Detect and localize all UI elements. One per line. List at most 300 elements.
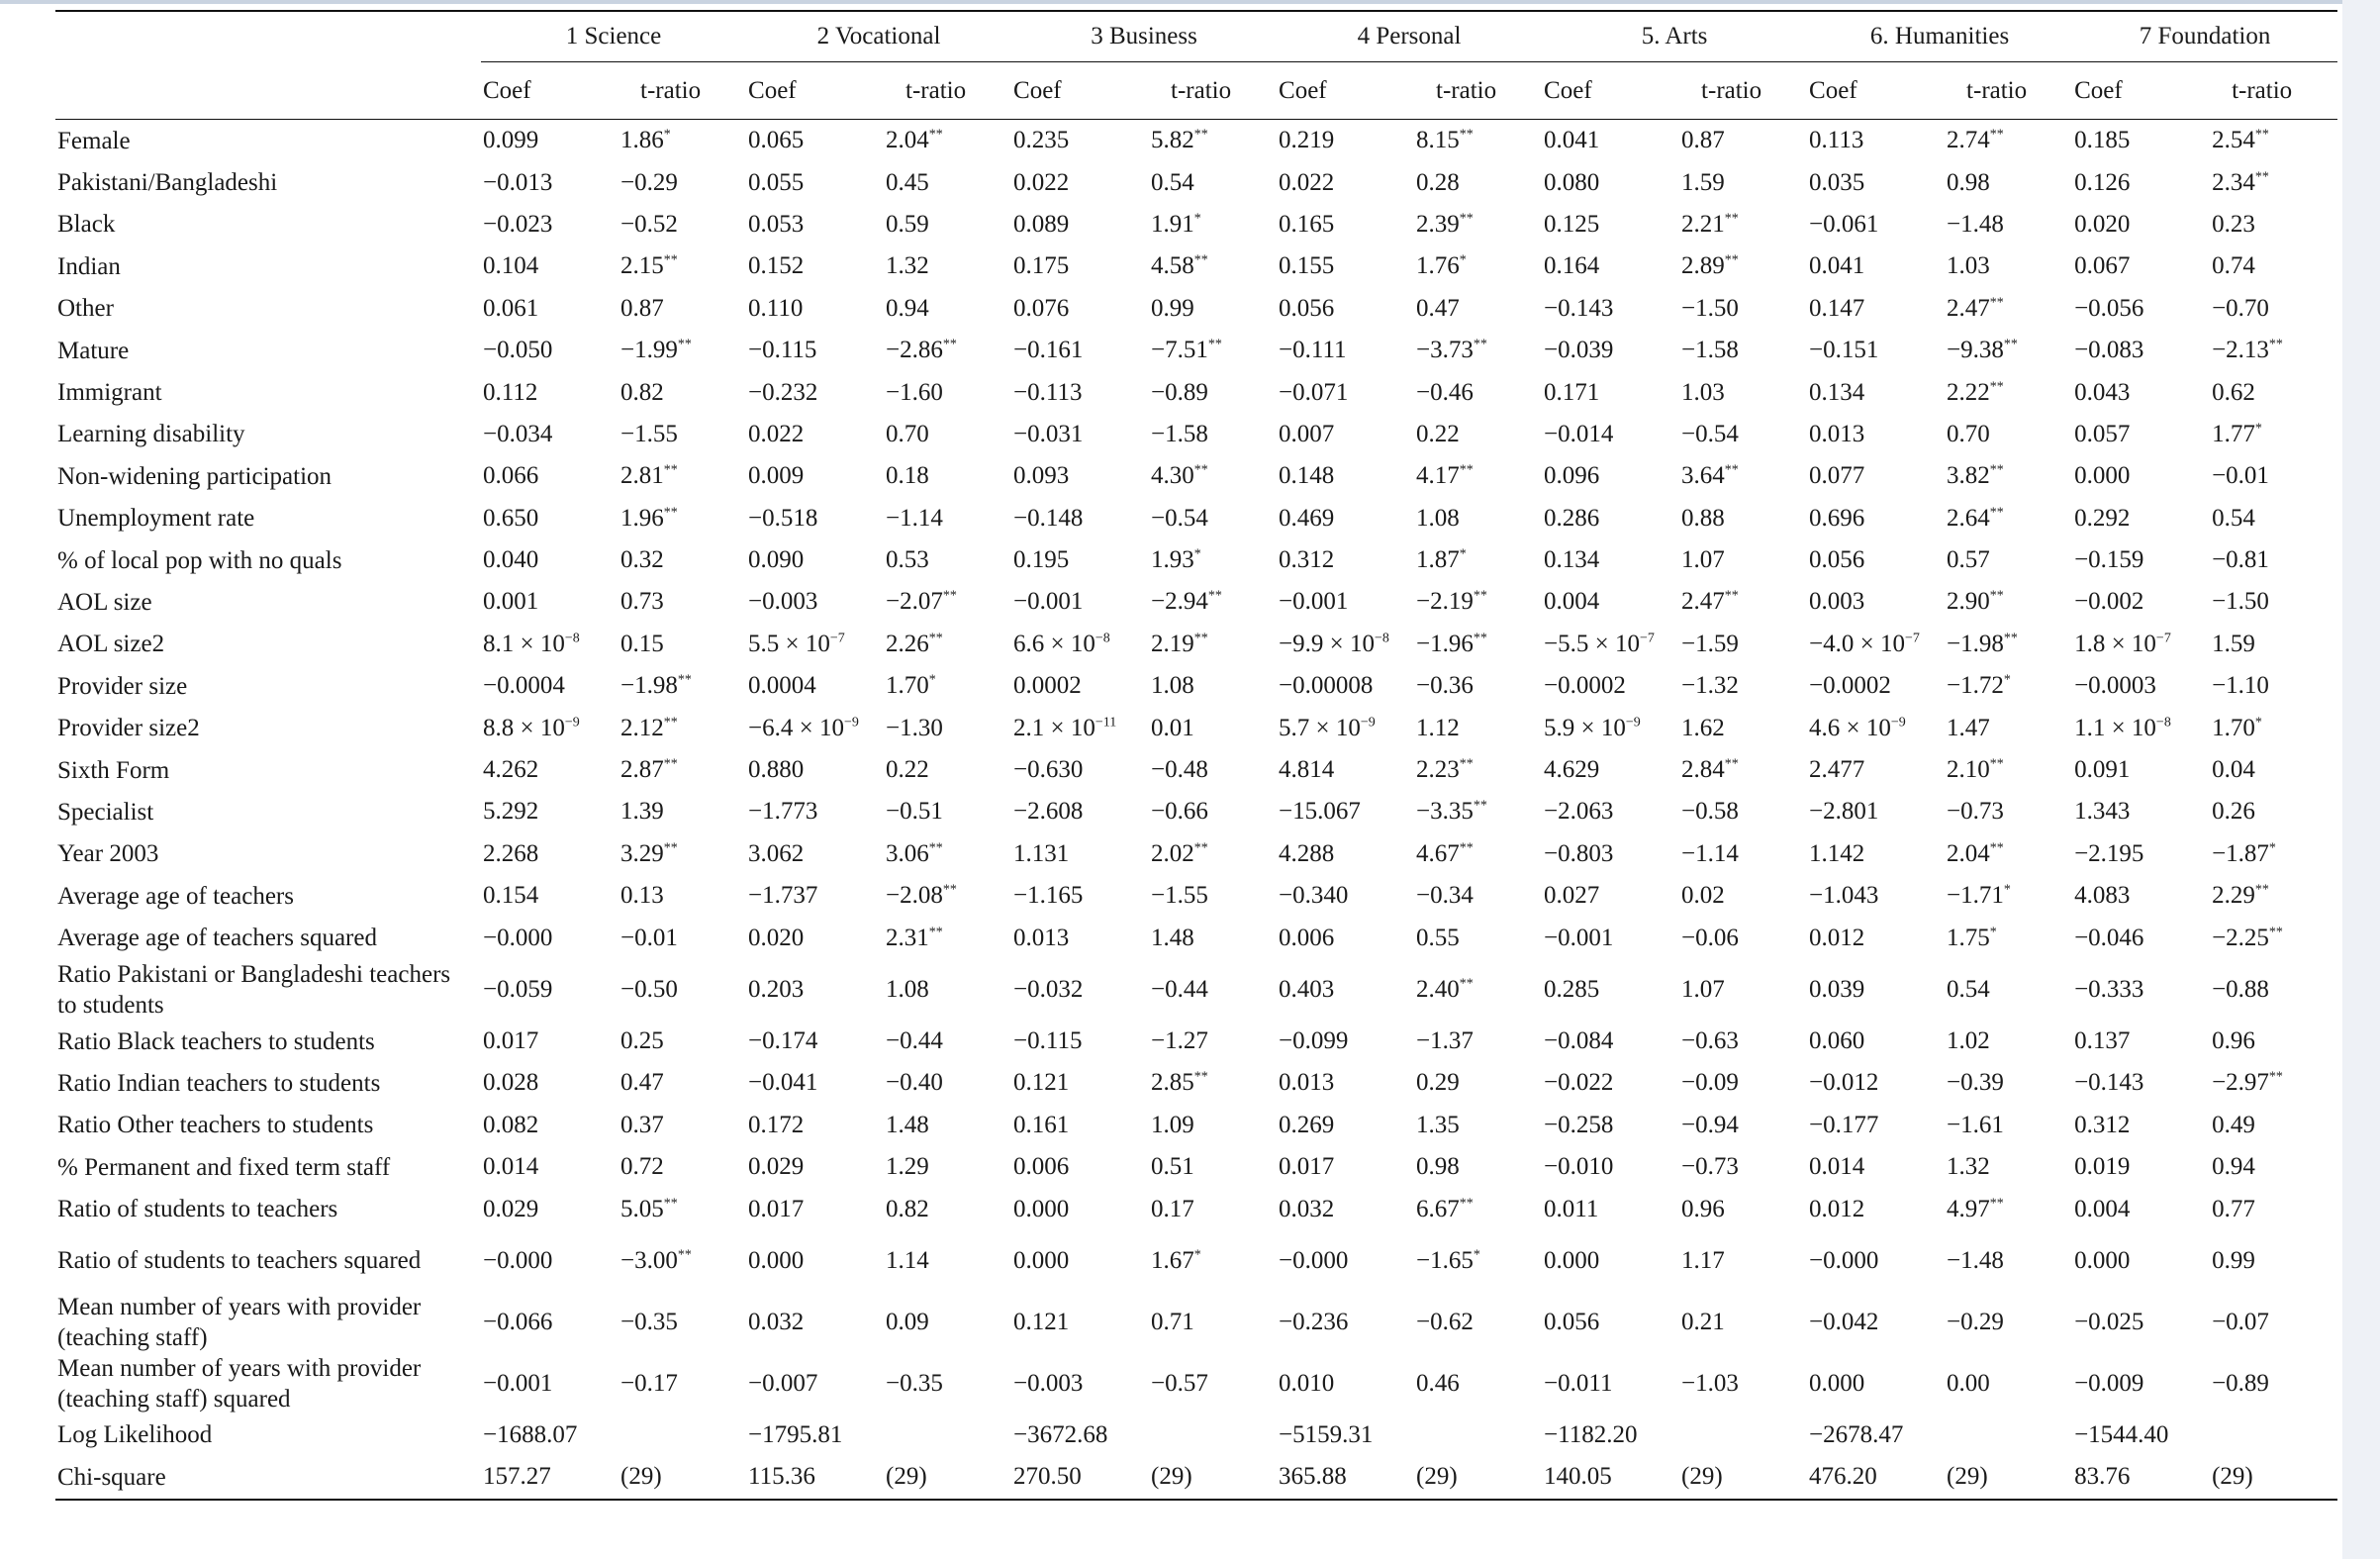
column-group-header: 2 Vocational xyxy=(746,11,1011,62)
regression-table xyxy=(55,10,2337,1501)
table-row xyxy=(55,330,2337,371)
t-ratio-cell xyxy=(1681,1414,1807,1456)
significance-marker: ** xyxy=(1724,462,1739,478)
table-row xyxy=(55,833,2337,875)
coef-cell: 0.007 xyxy=(1279,420,1335,447)
table-row xyxy=(55,455,2337,497)
coef-cell: 0.056 xyxy=(1809,546,1865,574)
table-row xyxy=(55,707,2337,748)
coef-cell: −0.000 xyxy=(1809,1246,1879,1274)
row-label: Specialist xyxy=(57,798,154,826)
table-row xyxy=(55,204,2337,245)
t-ratio-cell: 0.51 xyxy=(1151,1153,1194,1181)
coef-cell: $-4.0 \times 10^{-7}$ xyxy=(1809,630,1920,657)
t-ratio-cell: 3.82** xyxy=(1947,462,2004,490)
significance-marker: ** xyxy=(1473,799,1487,815)
coef-cell: −1795.81 xyxy=(748,1420,843,1448)
t-ratio-cell: 0.70 xyxy=(1947,420,1990,447)
coef-cell: 0.093 xyxy=(1013,462,1070,490)
coef-cell: 270.50 xyxy=(1011,1456,1151,1499)
t-ratio-cell: 0.21 xyxy=(1681,1308,1725,1335)
coef-cell: 0.171 xyxy=(1544,378,1600,406)
coef-cell: 0.014 xyxy=(483,1153,539,1181)
table-row xyxy=(55,371,2337,413)
t-ratio-cell: −0.73 xyxy=(1681,1153,1739,1181)
t-ratio-cell: 0.22 xyxy=(1416,420,1460,447)
t-ratio-cell: 0.82 xyxy=(620,378,664,406)
t-ratio-cell: 1.47 xyxy=(1947,714,1990,741)
coef-cell: $8.1 \times 10^{-8}$ xyxy=(483,630,580,657)
t-ratio-cell: −0.40 xyxy=(886,1069,943,1097)
coef-cell: 0.060 xyxy=(1809,1027,1865,1054)
coef-cell: $5.7 \times 10^{-9}$ xyxy=(1279,714,1376,741)
coef-cell: 0.006 xyxy=(1013,1153,1070,1181)
t-ratio-cell: 0.22 xyxy=(886,756,929,784)
t-ratio-cell: 4.30** xyxy=(1151,462,1208,490)
t-ratio-cell: 0.13 xyxy=(620,882,664,910)
t-ratio-header: t-ratio xyxy=(1416,62,1542,120)
t-ratio-header: t-ratio xyxy=(886,62,1011,120)
coef-cell: 4.629 xyxy=(1544,756,1600,784)
t-ratio-cell: 0.96 xyxy=(1681,1195,1725,1222)
coef-cell: −0.039 xyxy=(1544,337,1614,364)
t-ratio-cell: 0.04 xyxy=(2212,756,2255,784)
t-ratio-cell: −1.99** xyxy=(620,337,692,364)
coef-cell: 0.053 xyxy=(748,210,805,238)
coef-cell: −0.061 xyxy=(1809,210,1879,238)
t-ratio-cell: 1.07 xyxy=(1681,546,1725,574)
t-ratio-cell: 1.08 xyxy=(1151,672,1194,700)
t-ratio-cell: 4.17** xyxy=(1416,462,1474,490)
significance-marker: ** xyxy=(1193,253,1208,269)
row-label: Ratio Indian teachers to students xyxy=(57,1069,381,1097)
t-ratio-cell: 0.87 xyxy=(620,294,664,322)
row-label: Log Likelihood xyxy=(57,1421,213,1449)
t-ratio-cell: 0.47 xyxy=(620,1069,664,1097)
coef-cell: −0.041 xyxy=(748,1069,818,1097)
t-ratio-cell: 4.58** xyxy=(1151,252,1208,280)
t-ratio-cell: −0.35 xyxy=(886,1369,943,1397)
coef-cell: −0.0003 xyxy=(2074,672,2156,700)
t-ratio-cell: 2.21** xyxy=(1681,210,1739,238)
coef-cell: $1.1 \times 10^{-8}$ xyxy=(2074,714,2171,741)
significance-marker: * xyxy=(2268,840,2276,856)
table-row xyxy=(55,749,2337,791)
table-row xyxy=(55,1292,2337,1353)
coef-header: Coef xyxy=(481,62,620,120)
significance-marker: * xyxy=(1193,1247,1201,1263)
table-row xyxy=(55,120,2337,162)
exponent: −9 xyxy=(564,715,580,731)
t-ratio-cell: 5.05** xyxy=(620,1195,678,1222)
coef-cell: $2.1 \times 10^{-11}$ xyxy=(1013,714,1117,741)
coef-cell: 0.121 xyxy=(1013,1069,1070,1097)
t-ratio-cell: −0.48 xyxy=(1151,756,1208,784)
t-ratio-cell: 1.59 xyxy=(2212,630,2255,657)
coef-cell: 476.20 xyxy=(1807,1456,1947,1499)
table-row xyxy=(55,1105,2337,1146)
coef-cell: 0.000 xyxy=(748,1246,805,1274)
t-ratio-cell: 0.94 xyxy=(2212,1153,2255,1181)
t-ratio-cell: 2.64** xyxy=(1947,504,2004,532)
row-label: Female xyxy=(57,127,131,154)
significance-marker: ** xyxy=(663,840,678,856)
row-label: Learning disability xyxy=(57,421,245,448)
t-ratio-header: t-ratio xyxy=(1681,62,1807,120)
t-ratio-cell: 0.46 xyxy=(1416,1369,1460,1397)
t-ratio-cell: −0.89 xyxy=(2212,1369,2269,1397)
t-ratio-cell: (29) xyxy=(1416,1456,1542,1499)
coef-cell: 0.090 xyxy=(748,546,805,574)
coef-cell: −0.113 xyxy=(1013,378,1083,406)
t-ratio-cell: 1.87* xyxy=(1416,546,1467,574)
coef-cell: −0.518 xyxy=(748,504,818,532)
row-label: Other xyxy=(57,295,114,323)
significance-marker: ** xyxy=(1473,337,1487,352)
t-ratio-cell: 0.82 xyxy=(886,1195,929,1222)
t-ratio-cell: 0.15 xyxy=(620,630,664,657)
coef-cell: 0.040 xyxy=(483,546,539,574)
significance-marker: ** xyxy=(1193,840,1208,856)
coef-cell: −0.042 xyxy=(1809,1308,1879,1335)
t-ratio-cell: 1.29 xyxy=(886,1153,929,1181)
t-ratio-cell: (29) xyxy=(620,1456,746,1499)
coef-cell: 3.062 xyxy=(748,839,805,867)
t-ratio-cell: 2.02** xyxy=(1151,839,1208,867)
row-label: Ratio of students to teachers squared xyxy=(57,1247,422,1275)
t-ratio-cell: −0.66 xyxy=(1151,798,1208,826)
t-ratio-cell: −0.44 xyxy=(886,1027,943,1054)
column-group-header: 7 Foundation xyxy=(2072,11,2337,62)
coef-cell: 0.011 xyxy=(1544,1195,1599,1222)
t-ratio-cell: −1.72* xyxy=(1947,672,2011,700)
coef-header: Coef xyxy=(746,62,886,120)
table-row xyxy=(55,875,2337,917)
coef-cell: 0.185 xyxy=(2074,127,2131,154)
coef-cell: −0.031 xyxy=(1013,420,1084,447)
significance-marker: ** xyxy=(1459,840,1474,856)
significance-marker: ** xyxy=(663,505,678,521)
coef-cell: 0.312 xyxy=(1279,546,1335,574)
t-ratio-cell: 1.08 xyxy=(886,975,929,1003)
coef-cell: 0.041 xyxy=(1544,127,1600,154)
t-ratio-cell: −0.62 xyxy=(1416,1308,1474,1335)
row-label: Provider size2 xyxy=(57,715,200,742)
significance-marker: * xyxy=(1459,253,1467,269)
coef-cell: −0.056 xyxy=(2074,294,2144,322)
coef-cell: $-5.5 \times 10^{-7}$ xyxy=(1544,630,1655,657)
table-row xyxy=(55,791,2337,832)
t-ratio-cell xyxy=(620,1414,746,1456)
coef-cell: 0.235 xyxy=(1013,127,1070,154)
t-ratio-cell: −0.09 xyxy=(1681,1069,1739,1097)
t-ratio-cell: −1.48 xyxy=(1947,210,2004,238)
t-ratio-cell: 0.57 xyxy=(1947,546,1990,574)
table-row xyxy=(55,665,2337,707)
coef-header: Coef xyxy=(1807,62,1947,120)
coef-cell: −0.333 xyxy=(2074,975,2144,1003)
t-ratio-cell: 0.88 xyxy=(1681,504,1725,532)
t-ratio-cell: −9.38** xyxy=(1947,337,2018,364)
coef-cell: 0.041 xyxy=(1809,252,1865,280)
coef-cell: $5.5 \times 10^{-7}$ xyxy=(748,630,845,657)
significance-marker: * xyxy=(1459,546,1467,562)
t-ratio-header: t-ratio xyxy=(1947,62,2072,120)
exponent: −8 xyxy=(1374,631,1389,646)
coef-cell: −0.003 xyxy=(1013,1369,1084,1397)
t-ratio-cell: −3.35** xyxy=(1416,798,1487,826)
coef-cell: −1688.07 xyxy=(483,1420,578,1448)
t-ratio-cell: 3.29** xyxy=(620,839,678,867)
t-ratio-cell: −0.29 xyxy=(620,168,678,196)
significance-marker: ** xyxy=(1989,505,2004,521)
table-row xyxy=(55,539,2337,581)
coef-cell: −0.0002 xyxy=(1809,672,1891,700)
t-ratio-cell: −1.03 xyxy=(1681,1369,1739,1397)
t-ratio-cell: 1.59 xyxy=(1681,168,1725,196)
t-ratio-cell: −3.73** xyxy=(1416,337,1487,364)
row-label: Chi-square xyxy=(55,1456,481,1499)
t-ratio-cell: −0.54 xyxy=(1151,504,1208,532)
coef-cell: 157.27 xyxy=(481,1456,620,1499)
coef-cell: −0.022 xyxy=(1544,1069,1614,1097)
t-ratio-cell: 0.32 xyxy=(620,546,664,574)
significance-marker: ** xyxy=(928,840,943,856)
significance-marker: * xyxy=(1193,546,1201,562)
coef-cell: −1.043 xyxy=(1809,882,1879,910)
significance-marker: ** xyxy=(2268,925,2283,940)
coef-cell: −0.002 xyxy=(2074,588,2144,616)
coef-header: Coef xyxy=(1542,62,1681,120)
significance-marker: ** xyxy=(1459,1196,1474,1212)
table-header xyxy=(55,11,2337,120)
t-ratio-cell: 1.14 xyxy=(886,1246,929,1274)
coef-cell: −0.115 xyxy=(748,337,817,364)
table-row xyxy=(55,1188,2337,1229)
t-ratio-cell: 0.77 xyxy=(2212,1195,2255,1222)
coef-cell: −5159.31 xyxy=(1279,1420,1374,1448)
coef-cell: 0.134 xyxy=(1544,546,1600,574)
t-ratio-cell: 1.70* xyxy=(2212,714,2262,741)
t-ratio-cell: 0.17 xyxy=(1151,1195,1194,1222)
t-ratio-cell: 2.22** xyxy=(1947,378,2004,406)
t-ratio-cell: −0.01 xyxy=(620,924,678,951)
significance-marker: ** xyxy=(1989,756,2004,772)
coef-cell: −0.083 xyxy=(2074,337,2144,364)
t-ratio-cell: −1.65* xyxy=(1416,1246,1480,1274)
coef-cell: 0.029 xyxy=(748,1153,805,1181)
significance-marker: ** xyxy=(1193,127,1208,143)
table-row xyxy=(55,1062,2337,1104)
coef-cell: 0.076 xyxy=(1013,294,1070,322)
column-group-header: 4 Personal xyxy=(1277,11,1542,62)
coef-cell: 0.057 xyxy=(2074,420,2131,447)
significance-marker: ** xyxy=(1989,1196,2004,1212)
t-ratio-cell: −0.52 xyxy=(620,210,678,238)
significance-marker: ** xyxy=(928,127,943,143)
t-ratio-cell: 1.86* xyxy=(620,127,671,154)
coef-cell: 2.477 xyxy=(1809,756,1865,784)
t-ratio-cell: 2.89** xyxy=(1681,252,1739,280)
subheader-stub xyxy=(55,62,481,120)
significance-marker: ** xyxy=(677,337,692,352)
t-ratio-cell: 2.04** xyxy=(1947,839,2004,867)
coef-cell: 0.067 xyxy=(2074,252,2131,280)
t-ratio-cell: −0.51 xyxy=(886,798,943,826)
t-ratio-cell: −0.63 xyxy=(1681,1027,1739,1054)
t-ratio-cell: −0.06 xyxy=(1681,924,1739,951)
significance-marker: * xyxy=(1473,1247,1480,1263)
coef-cell: −0.630 xyxy=(1013,756,1084,784)
t-ratio-cell: −0.35 xyxy=(620,1308,678,1335)
group-header-row xyxy=(55,11,2337,62)
significance-marker: ** xyxy=(1989,127,2004,143)
significance-marker: * xyxy=(2254,715,2262,731)
t-ratio-cell: 0.54 xyxy=(1151,168,1194,196)
t-ratio-cell: −0.44 xyxy=(1151,975,1208,1003)
row-label: Mean number of years with provider (teaching staff) squared xyxy=(57,1354,422,1413)
exponent: −8 xyxy=(564,631,580,646)
coef-cell: 0.219 xyxy=(1279,127,1335,154)
coef-cell: −0.046 xyxy=(2074,924,2144,951)
coef-cell: −0.143 xyxy=(2074,1069,2144,1097)
significance-marker: ** xyxy=(2254,127,2269,143)
row-label: % of local pop with no quals xyxy=(57,546,342,574)
coef-cell: 0.0004 xyxy=(748,672,816,700)
coef-cell: 0.285 xyxy=(1544,975,1600,1003)
significance-marker: ** xyxy=(1193,1070,1208,1086)
t-ratio-cell: 0.98 xyxy=(1416,1153,1460,1181)
significance-marker: ** xyxy=(1989,295,2004,311)
significance-marker: ** xyxy=(677,1247,692,1263)
t-ratio-cell: −1.58 xyxy=(1151,420,1208,447)
t-ratio-cell: 0.99 xyxy=(1151,294,1194,322)
t-ratio-cell: −1.50 xyxy=(2212,588,2269,616)
t-ratio-cell: −1.96** xyxy=(1416,630,1487,657)
coef-cell: −1544.40 xyxy=(2074,1420,2169,1448)
table-row xyxy=(55,245,2337,287)
row-label: Ratio of students to teachers xyxy=(57,1196,338,1223)
t-ratio-cell: 1.91* xyxy=(1151,210,1201,238)
coef-cell: 0.013 xyxy=(1279,1069,1335,1097)
coef-cell: 1.343 xyxy=(2074,798,2131,826)
exponent: −9 xyxy=(1890,715,1906,731)
row-label: Ratio Pakistani or Bangladeshi teachers to students xyxy=(57,960,451,1019)
t-ratio-cell: 2.29** xyxy=(2212,882,2269,910)
row-label: Non-widening participation xyxy=(57,462,333,490)
t-ratio-cell: 0.53 xyxy=(886,546,929,574)
coef-cell: 0.000 xyxy=(2074,1246,2131,1274)
coef-cell: −0.001 xyxy=(1544,924,1614,951)
coef-cell: 0.012 xyxy=(1809,924,1865,951)
coef-cell: 0.096 xyxy=(1544,462,1600,490)
significance-marker: ** xyxy=(1193,631,1208,646)
t-ratio-cell: 5.82** xyxy=(1151,127,1208,154)
significance-marker: ** xyxy=(2268,337,2283,352)
t-ratio-cell: 0.00 xyxy=(1947,1369,1990,1397)
coef-cell: −0.010 xyxy=(1544,1153,1614,1181)
coef-cell: 0.650 xyxy=(483,504,539,532)
t-ratio-cell: 0.25 xyxy=(620,1027,664,1054)
t-ratio-cell xyxy=(1416,1414,1542,1456)
t-ratio-cell: −1.60 xyxy=(886,378,943,406)
significance-marker: ** xyxy=(928,631,943,646)
t-ratio-cell: −1.98** xyxy=(1947,630,2018,657)
coef-cell: −2.801 xyxy=(1809,798,1879,826)
row-label: AOL size xyxy=(57,588,152,616)
t-ratio-cell: −0.89 xyxy=(1151,378,1208,406)
t-ratio-cell: −0.01 xyxy=(2212,462,2269,490)
t-ratio-cell: −1.32 xyxy=(1681,672,1739,700)
t-ratio-cell: 1.93* xyxy=(1151,546,1201,574)
significance-marker: ** xyxy=(1989,379,2004,395)
coef-cell: 0.000 xyxy=(1013,1195,1070,1222)
t-ratio-cell: −0.54 xyxy=(1681,420,1739,447)
coef-cell: 0.010 xyxy=(1279,1369,1335,1397)
t-ratio-cell: 1.76* xyxy=(1416,252,1467,280)
coef-cell: −0.007 xyxy=(748,1369,818,1397)
table-row xyxy=(55,1146,2337,1188)
t-ratio-header: t-ratio xyxy=(620,62,746,120)
coef-cell: −0.159 xyxy=(2074,546,2144,574)
significance-marker: ** xyxy=(2268,1070,2283,1086)
row-label: Ratio Other teachers to students xyxy=(57,1112,374,1139)
row-label: Average age of teachers xyxy=(57,882,294,910)
t-ratio-cell: −0.70 xyxy=(2212,294,2269,322)
coef-cell: 0.000 xyxy=(1809,1369,1865,1397)
t-ratio-cell: −1.14 xyxy=(1681,839,1739,867)
row-label: % Permanent and fixed term staff xyxy=(57,1153,391,1181)
significance-marker: ** xyxy=(1459,976,1474,992)
t-ratio-cell: 6.67** xyxy=(1416,1195,1474,1222)
t-ratio-cell: 1.17 xyxy=(1681,1246,1725,1274)
t-ratio-cell xyxy=(1947,1414,2072,1456)
coef-cell: 0.056 xyxy=(1544,1308,1600,1335)
coef-cell: 0.004 xyxy=(1544,588,1600,616)
coef-cell: 0.032 xyxy=(748,1308,805,1335)
t-ratio-cell: 1.32 xyxy=(1947,1153,1990,1181)
t-ratio-cell: −0.94 xyxy=(1681,1111,1739,1138)
coef-cell: 0.152 xyxy=(748,252,805,280)
exponent: −7 xyxy=(1905,631,1920,646)
significance-marker: ** xyxy=(1724,253,1739,269)
significance-marker: * xyxy=(2003,882,2011,898)
row-label: Ratio Black teachers to students xyxy=(57,1027,375,1055)
significance-marker: ** xyxy=(1459,211,1474,227)
coef-cell: −0.032 xyxy=(1013,975,1084,1003)
t-ratio-cell: −7.51** xyxy=(1151,337,1222,364)
coef-cell: 0.155 xyxy=(1279,252,1335,280)
t-ratio-cell: 2.34** xyxy=(2212,168,2269,196)
t-ratio-cell xyxy=(1151,1414,1277,1456)
coef-cell: 0.469 xyxy=(1279,504,1335,532)
table-row xyxy=(55,959,2337,1021)
significance-marker: ** xyxy=(1724,756,1739,772)
coef-cell: −2.195 xyxy=(2074,839,2144,867)
coef-cell: 0.203 xyxy=(748,975,805,1003)
t-ratio-header: t-ratio xyxy=(2212,62,2337,120)
coef-cell: 115.36 xyxy=(746,1456,886,1499)
row-label: Unemployment rate xyxy=(57,505,255,533)
coef-cell: −0.000 xyxy=(1279,1246,1349,1274)
coef-cell: 0.286 xyxy=(1544,504,1600,532)
t-ratio-cell: −0.34 xyxy=(1416,882,1474,910)
t-ratio-cell: −0.88 xyxy=(2212,975,2269,1003)
coef-cell: −15.067 xyxy=(1279,798,1361,826)
t-ratio-cell: 1.39 xyxy=(620,798,664,826)
significance-marker: ** xyxy=(1473,631,1487,646)
t-ratio-cell: −1.48 xyxy=(1947,1246,2004,1274)
